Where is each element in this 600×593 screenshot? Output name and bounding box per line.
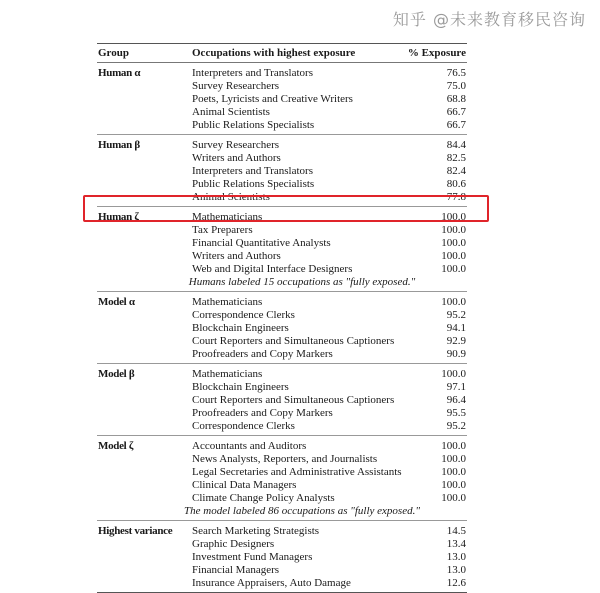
table-row [97,224,467,237]
table-row [97,466,467,479]
table-row [97,551,467,564]
occupation-cell: Blockchain Engineers [192,322,289,334]
exposure-cell: 95.2 [446,420,466,432]
group-label: Human β [98,139,140,151]
occupation-cell: Correspondence Clerks [192,420,295,432]
exposure-cell: 66.7 [446,106,466,118]
occupation-cell: Investment Fund Managers [192,551,313,563]
table-section [97,134,467,206]
header-group: Group [98,47,129,59]
exposure-cell: 100.0 [441,263,466,275]
table-row [97,211,467,224]
table-row [97,479,467,492]
exposure-cell: 95.5 [446,407,466,419]
table-section [97,63,467,134]
table-row [97,538,467,551]
table-row [97,191,467,204]
exposure-cell: 100.0 [441,466,466,478]
occupation-cell: Tax Preparers [192,224,253,236]
table-row [97,407,467,420]
table-row [97,577,467,590]
table-row [97,93,467,106]
table-row [97,394,467,407]
exposure-cell: 76.5 [446,67,466,79]
table-section [97,206,467,291]
occupation-cell: Interpreters and Translators [192,165,313,177]
table-row [97,368,467,381]
group-label: Human α [98,67,141,79]
table-section [97,363,467,435]
exposure-cell: 82.4 [446,165,466,177]
exposure-cell: 100.0 [441,440,466,452]
occupation-cell: Proofreaders and Copy Markers [192,348,333,360]
occupation-cell: Financial Managers [192,564,280,576]
occupation-cell: Writers and Authors [192,152,281,164]
exposure-cell: 68.8 [446,93,466,105]
exposure-cell: 13.4 [446,538,466,550]
occupation-cell: Survey Researchers [192,80,280,92]
occupation-cell: Survey Researchers [192,139,280,151]
header-occupations: Occupations with highest exposure [192,47,356,59]
occupation-cell: Legal Secretaries and Administrative Assistants [192,466,402,478]
exposure-cell: 100.0 [441,224,466,236]
occupation-cell: Financial Quantitative Analysts [192,237,331,249]
header-exposure: % Exposure [407,47,466,59]
occupation-cell: Animal Scientists [192,106,270,118]
watermark: 知乎 @未来教育移民咨询 [392,10,586,29]
exposure-cell: 100.0 [441,211,466,223]
occupation-cell: Court Reporters and Simultaneous Captioners [192,394,395,406]
group-label: Model β [98,368,135,380]
occupation-cell: Interpreters and Translators [192,67,313,79]
exposure-cell: 100.0 [441,368,466,380]
table-row [97,453,467,466]
table-row [97,492,467,505]
exposure-cell: 90.9 [446,348,466,360]
exposure-cell: 96.4 [446,394,466,406]
occupation-cell: Mathematicians [192,211,263,223]
exposure-cell: 84.4 [446,139,466,151]
occupation-cell: Mathematicians [192,368,263,380]
exposure-cell: 100.0 [441,237,466,249]
occupation-cell: Blockchain Engineers [192,381,289,393]
exposure-cell: 94.1 [446,322,466,334]
exposure-cell: 77.8 [446,191,466,203]
exposure-cell: 100.0 [441,453,466,465]
occupation-cell: Court Reporters and Simultaneous Captioners [192,335,395,347]
table-row [97,237,467,250]
exposure-cell: 66.7 [446,119,466,131]
table-row [97,335,467,348]
occupation-cell: Clinical Data Managers [192,479,297,491]
exposure-cell: 82.5 [446,152,466,164]
occupation-cell: Correspondence Clerks [192,309,295,321]
table-row [97,67,467,80]
table-row [97,348,467,361]
occupation-cell: Poets, Lyricists and Creative Writers [192,93,353,105]
table-row [97,381,467,394]
exposure-cell: 13.0 [446,551,466,563]
table-row [97,178,467,191]
occupation-cell: Accountants and Auditors [192,440,307,452]
exposure-table [97,43,467,593]
table-body [97,63,467,592]
occupation-cell: Writers and Authors [192,250,281,262]
occupation-cell: Public Relations Specialists [192,178,315,190]
group-label: Model α [98,296,135,308]
table-row [97,250,467,263]
occupation-cell: News Analysts, Reporters, and Journalists [192,453,378,465]
section-note: The model labeled 86 occupations as "fully exposed." [184,505,420,517]
exposure-cell: 100.0 [441,479,466,491]
occupation-cell: Insurance Appraisers, Auto Damage [192,577,351,589]
exposure-cell: 92.9 [446,335,466,347]
exposure-cell: 14.5 [446,525,466,537]
table-section [97,520,467,592]
occupation-cell: Climate Change Policy Analysts [192,492,335,504]
table-row [97,525,467,538]
section-note: Humans labeled 15 occupations as "fully exposed." [188,276,416,288]
table-row [97,80,467,93]
exposure-cell: 80.6 [446,178,466,190]
group-label: Human ζ [98,211,139,223]
group-label: Model ζ [98,440,134,452]
table-header [97,44,467,63]
table-row [97,309,467,322]
occupation-cell: Mathematicians [192,296,263,308]
table-row [97,165,467,178]
table-row [97,296,467,309]
table-row [97,106,467,119]
exposure-cell: 12.6 [446,577,466,589]
table-row [97,440,467,453]
table-row [97,420,467,433]
exposure-cell: 13.0 [446,564,466,576]
exposure-cell: 97.1 [446,381,466,393]
table-row [97,263,467,276]
occupation-cell: Proofreaders and Copy Markers [192,407,333,419]
occupation-cell: Graphic Designers [192,538,275,550]
exposure-cell: 95.2 [446,309,466,321]
occupation-cell: Public Relations Specialists [192,119,315,131]
exposure-cell: 100.0 [441,296,466,308]
occupation-cell: Animal Scientists [192,191,270,203]
exposure-cell: 75.0 [446,80,466,92]
table-row [97,152,467,165]
table-section [97,435,467,520]
table-row [97,322,467,335]
exposure-cell: 100.0 [441,250,466,262]
table-row [97,139,467,152]
table-row [97,119,467,132]
table-row [97,564,467,577]
exposure-cell: 100.0 [441,492,466,504]
occupation-cell: Search Marketing Strategists [192,525,320,537]
group-label: Highest variance [98,525,173,537]
occupation-cell: Web and Digital Interface Designers [192,263,353,275]
table-section [97,291,467,363]
